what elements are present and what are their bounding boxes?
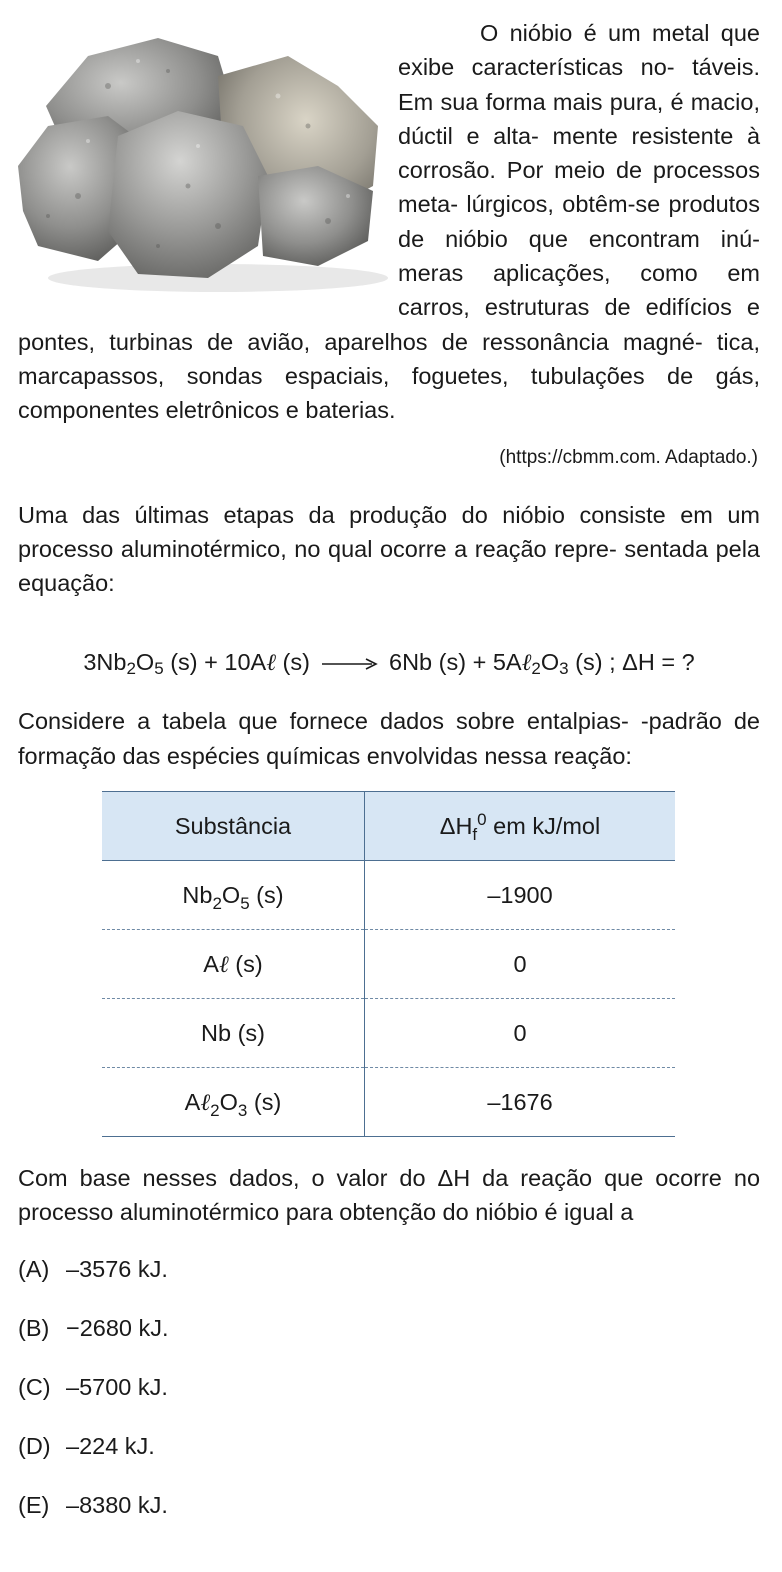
enthalpy-table: [102, 791, 675, 1137]
table-row: [102, 1068, 675, 1137]
intro-paragraph: O nióbio é um metal que exibe características no- táveis. Em sua forma mais pura, é macio, dúctil e alta- mente resistente à corrosão. Por meio de processos meta- lúrgicos, obtêm-se produtos de nióbio que encontram inú- meras aplicações, como em carros, estruturas de edifícios e pontes, turbinas de avião, aparelhos de ressonância magné- tica, marcapassos, sondas espaciais, foguetes, tubulações de gás, componentes eletrônicos e baterias.: [18, 20, 761, 424]
niobium-ore-photo: [18, 16, 390, 294]
answer-options: [18, 1252, 760, 1547]
question-page: [18, 0, 760, 1547]
value-cell: –1676: [365, 1068, 676, 1137]
substance-cell: Aℓ (s): [102, 930, 365, 999]
substance-cell: Nb (s): [102, 999, 365, 1068]
substance-cell: $Nb_2O_5$ (s): [102, 861, 365, 930]
option-c[interactable]: (C) –5700 kJ.: [18, 1373, 168, 1400]
enthalpy-table-wrap: [102, 791, 675, 1137]
option-e[interactable]: (E) –8380 kJ.: [18, 1491, 168, 1518]
intro-section: [18, 0, 760, 470]
value-cell: –1900: [365, 861, 676, 930]
reaction-arrow-icon: [320, 657, 378, 671]
table-row: [102, 999, 675, 1068]
table-row: [102, 861, 675, 930]
chemical-equation: $3Nb_2O_5$ (s) + 10Aℓ (s) 6Nb $(s) + 5A\ell_2O_3$ (s) ; ΔH = ?: [83, 648, 695, 679]
table-row: [102, 930, 675, 999]
value-cell: 0: [365, 999, 676, 1068]
header-enthalpy: $\Delta H_f^0$ em kJ/mol: [365, 792, 676, 861]
substance-cell: $A\ell_2O_3$ (s): [102, 1068, 365, 1137]
option-a[interactable]: (A) –3576 kJ.: [18, 1255, 168, 1282]
table-intro-paragraph: Considere a tabela que fornece dados sobre entalpias- -padrão de formação das espécies químicas envolvidas nessa reação:: [18, 708, 761, 769]
value-cell: 0: [365, 930, 676, 999]
process-paragraph: Uma das últimas etapas da produção do nióbio consiste em um processo aluminotérmico, no qual ocorre a reação repre- sentada pela equação:: [18, 501, 760, 597]
option-b[interactable]: (B) −2680 kJ.: [18, 1314, 169, 1341]
table-header-row: [102, 792, 675, 861]
source-citation: (https://cbmm.com. Adaptado.): [499, 446, 758, 468]
option-d[interactable]: (D) –224 kJ.: [18, 1432, 155, 1459]
header-substance: Substância: [102, 792, 365, 861]
question-paragraph: Com base nesses dados, o valor do ΔH da reação que ocorre no processo aluminotérmico para obtenção do nióbio é igual a: [18, 1165, 761, 1226]
